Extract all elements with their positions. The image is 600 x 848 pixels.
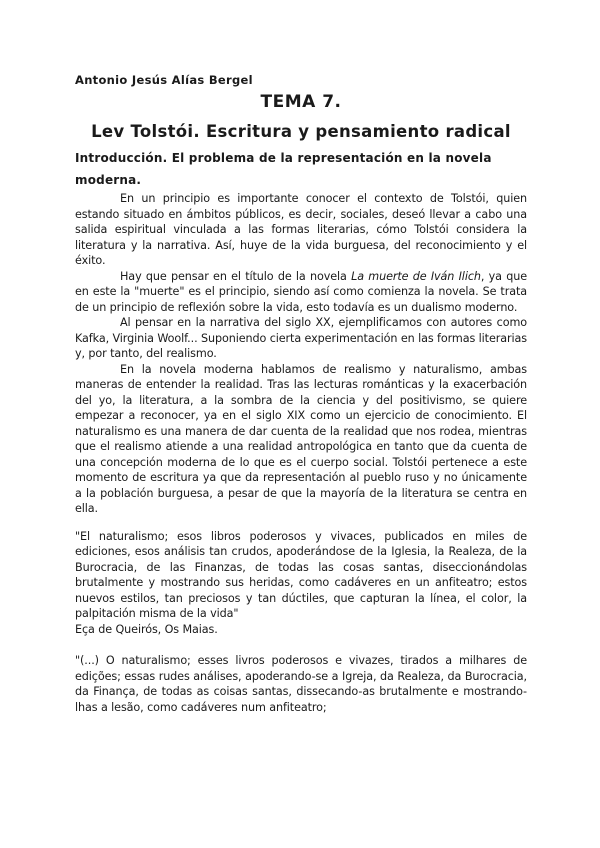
quote-spanish	[75, 529, 527, 638]
section-heading: Introducción. El problema de la representación en la novela moderna.	[75, 151, 492, 187]
paragraph-2-text-b: , ya que en este la "muerte" es el principio, siendo así como comienza la novela. Se trata de un principio de reflexión sobre la vida, esto todavía es un dualismo moderno.	[75, 269, 527, 314]
author-name: Antonio Jesús Alías Bergel	[75, 73, 253, 87]
chapter-number: TEMA 7.	[260, 92, 342, 112]
quote-portuguese: "(...) O naturalismo; esses livros poderosos e vivazes, tirados a milhares de edições; essas rudes análises, apoderando-se a Igreja, da Realeza, da Burocracia, da Finança, de todas as coisas santas, dissecando-as brutalmente e mostrando-lhas a lesão, como cadáveres num anfiteatro;	[75, 654, 527, 714]
document-page	[75, 72, 527, 715]
paragraph-4: En la novela moderna hablamos de realismo y naturalismo, ambas maneras de entender la realidad. Tras las lecturas románticas y la exacerbación del yo, la literatura, a la sombra de la ciencia y del positivismo, se quiere empezar a reconocer, ya en el siglo XIX como un ejercicio de conocimiento. El naturalismo es una manera de dar cuenta de la realidad que nos rodea, mientras que el realismo atiende a una realidad antropológica en tanto que da cuenta de una concepción moderna de lo que es el cuerpo social. Tolstói pertenece a este momento de escritura ya que da representación al pueblo ruso y no únicamente a la población burguesa, a pesar de que la mayoría de la literatura se centra en ella.	[75, 362, 527, 515]
chapter-title: Lev Tolstói. Escritura y pensamiento radical	[91, 122, 511, 141]
paragraph-2-text-a: Hay que pensar en el título de la novela	[120, 269, 352, 283]
paragraph-1: En un principio es importante conocer el contexto de Tolstói, quien estando situado en ámbitos públicos, es decir, sociales, deseó llevar a cabo una salida espiritual vinculada a las formas literarias, cómo Tolstói considera la literatura y la narrativa. Así, huye de la vida burguesa, del reconocimiento y el éxito.	[75, 192, 527, 267]
quote-spanish-text: "El naturalismo; esos libros poderosos y vivaces, publicados en miles de ediciones, esos análisis tan crudos, apoderándose de la Iglesia, la Realeza, de la Burocracia, de las Finanzas, de todas las cosas santas, diseccionándolas brutalmente y mostrando sus heridas, como cadáveres en un anfiteatro; estos nuevos estilos, tan preciosos y tan dúctiles, que capturan la línea, el color, la palpitación misma de la vida"	[75, 529, 527, 620]
novel-title-italic: La muerte de Iván Ilich	[351, 269, 481, 283]
paragraph-2	[75, 269, 527, 316]
quote-source: Eça de Queirós, Os Maias.	[75, 622, 218, 636]
paragraph-3: Al pensar en la narrativa del siglo XX, ejemplificamos con autores como Kafka, Virginia Woolf... Suponiendo cierta experimentación en las formas literarias y, por tanto, del realismo.	[75, 316, 527, 360]
